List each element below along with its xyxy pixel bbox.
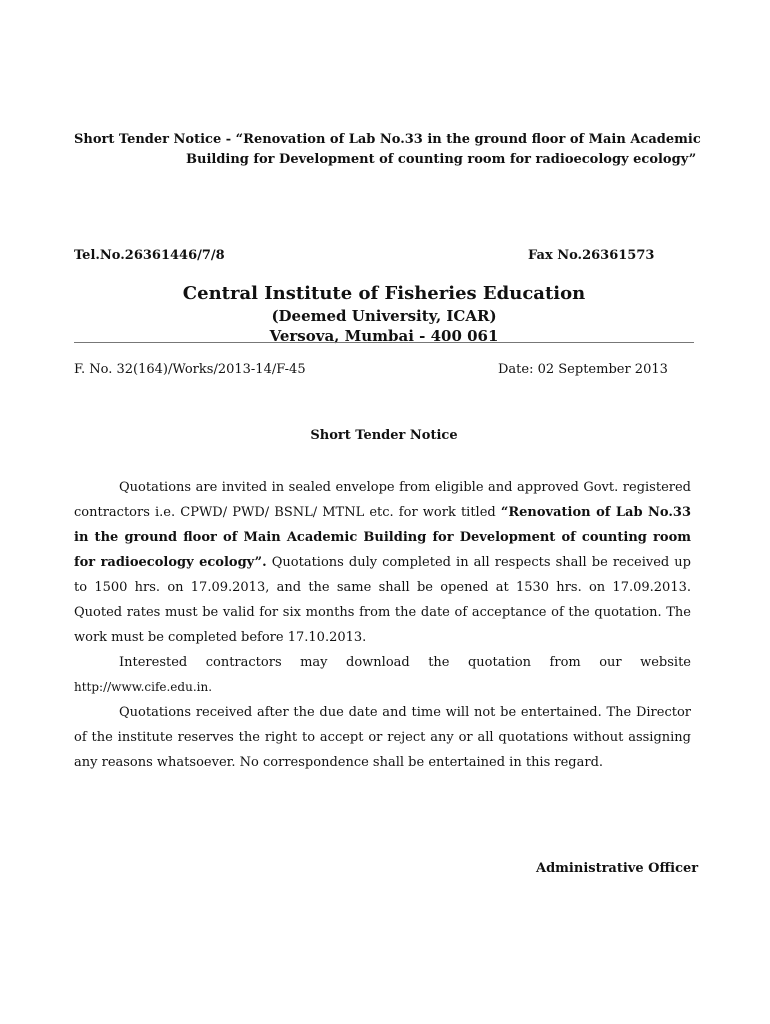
signatory-title: Administrative Officer	[536, 861, 699, 876]
paragraph-invitation	[74, 475, 691, 650]
file-number: F. No. 32(164)/Works/2013-14/F-45	[74, 362, 306, 377]
paragraph-download: Interested contractors may download the quotation from our website	[119, 655, 691, 670]
heading-title-line2: Building for Development of counting room for radioecology ecology”	[186, 152, 697, 167]
letterhead-divider	[74, 342, 694, 343]
paragraph-conditions: Quotations received after the due date and time will not be entertained. The Director of the institute reserves the right to accept or reject any or all quotations without assigning any reasons whatsoever. No correspondence shall be entertained in this regard.	[74, 705, 691, 770]
work-title: “Renovation of Lab No.33 in the ground floor of Main Academic Building for Development of counting room for radioecology ecology”.	[74, 505, 691, 570]
institute-address: Versova, Mumbai - 400 061	[269, 327, 499, 345]
fax-number: Fax No.26361573	[528, 248, 655, 263]
notice-body	[74, 475, 691, 775]
notice-title: Short Tender Notice	[310, 428, 458, 443]
institute-name: Central Institute of Fisheries Education	[182, 283, 586, 304]
institute-letterhead	[74, 282, 694, 346]
institute-status: (Deemed University, ICAR)	[271, 307, 497, 325]
notice-date: Date: 02 September 2013	[498, 362, 668, 377]
invitation-text: Quotations are invited in sealed envelope from eligible and approved Govt. registered contractors i.e. CPWD/ PWD/ BSNL/ MTNL etc. for work titled	[74, 480, 691, 520]
heading-prefix: Short Tender Notice -	[74, 132, 236, 147]
document-heading	[74, 130, 714, 170]
telephone-number: Tel.No.26361446/7/8	[74, 248, 225, 263]
invitation-terms: Quotations duly completed in all respects shall be received up to 1500 hrs. on 17.09.2013, and the same shall be opened at 1530 hrs. on 17.09.2013. Quoted rates must be valid for six months from the date of acceptance of the quotation. The work must be completed before 17.10.2013.	[74, 555, 691, 645]
website-link[interactable]: http://www.cife.edu.in.	[74, 680, 213, 694]
heading-title-line1: “Renovation of Lab No.33 in the ground floor of Main Academic	[235, 132, 701, 147]
